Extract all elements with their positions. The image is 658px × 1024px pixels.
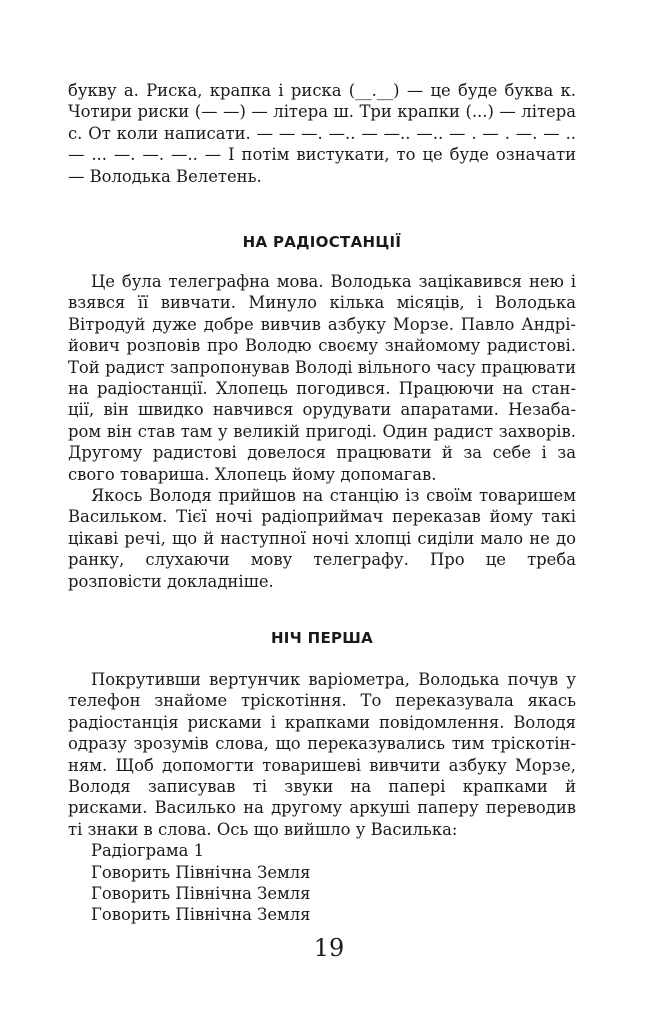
section-heading-radio-station: НА РАДІОСТАНЦІЇ	[242, 233, 402, 251]
paragraph: Покрутивши вертунчик варіометра, Володька почув у телефон знайоме тріскотіння. То переказувала якась радіостанція рисками і крапками повідомлення. Володя одразу зрозумів слова, що переказувались тим тріскотінням. Щоб допомогти товаришеві вивчити азбуку Морзе, Володя записував ті звуки на папері крапками й рисками. Василько на другому аркуші паперу переводив ті знаки в слова. Ось що вийшло у Василька:	[68, 670, 576, 839]
radiogram-line: Говорить Північна Земля	[91, 862, 311, 882]
intro-paragraph: букву а. Риска, крапка і риска (__.__) — це буде буква к. Чотири риски (— —) — літера ш. Три крапки (...) — літера с. От коли написати. — — —. —.. — —.. —.. — . — . —. — .. — ... —. —. —.. — І потім вистукати, то це буде означати — Володька Велетень.	[68, 81, 576, 186]
section-radio-station-body	[68, 271, 576, 592]
page-number: 19	[313, 934, 345, 962]
radiogram-line: Говорить Північна Земля	[91, 905, 311, 925]
section-first-night-body	[68, 669, 576, 926]
paragraph: Якось Володя прийшов на станцію із своїм товаришем Васильком. Тієї ночі радіоприймач переказав йому такі цікаві речі, що й наступної ночі хлопці сиділи мало не до ранку, слухаючи мову телеграфу. Про це треба розповісти докладніше.	[68, 486, 576, 591]
radiogram-line: Говорить Північна Земля	[91, 884, 311, 904]
paragraph: Це була телеграфна мова. Володька зацікавився нею і взявся її вивчати. Минуло кілька місяців, і Володька Вітродуй дуже добре вивчив азбуку Морзе. Павло Андрійович розповів про Володю своєму знайомому радистові. Той радист запропонував Володі вільного часу працювати на радіостанції. Хлопець погодився. Працюючи на станції, він швидко навчився орудувати апаратами. Незабаром він став там у великій пригоді. Один радист захворів. Другому радистові довелося працювати й за себе і за свого товариша. Хлопець йому допомагав.	[68, 272, 576, 484]
radiogram-line: Радіограма 1	[91, 841, 205, 861]
section-heading-first-night: НІЧ ПЕРША	[270, 629, 374, 647]
